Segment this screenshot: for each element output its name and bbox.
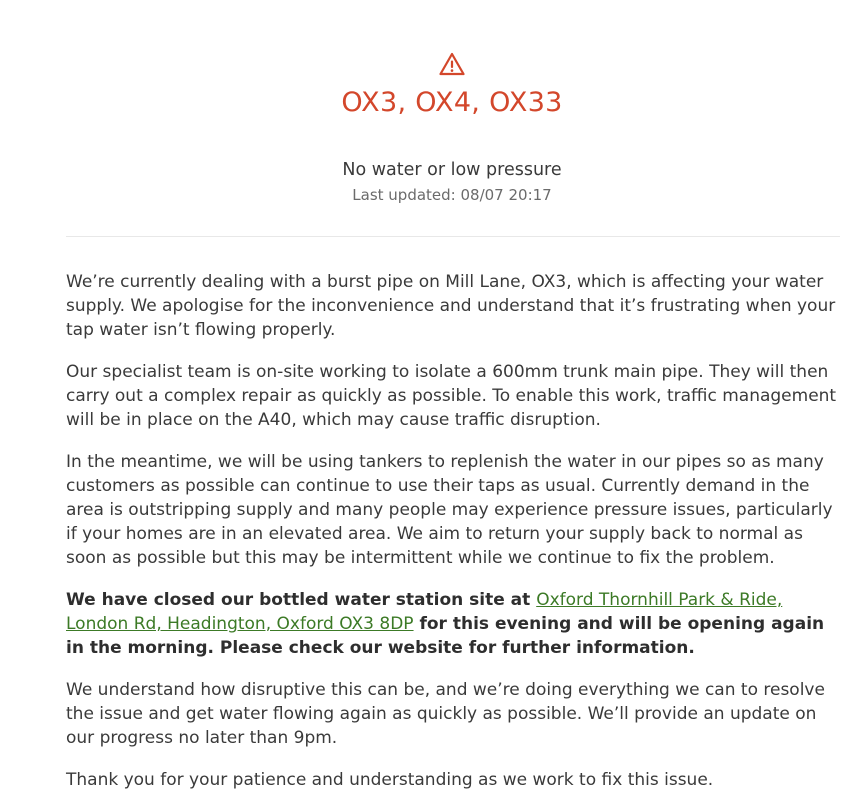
paragraph-burst-pipe: We’re currently dealing with a burst pipe on Mill Lane, OX3, which is affecting your water supply. We apologise for the inconvenience and understand that it’s frustrating when your tap water isn’t flowing properly. [66,272,836,340]
paragraph-tankers: In the meantime, we will be using tankers to replenish the water in our pipes so as many customers as possible can continue to use their taps as usual. Currently demand in the area is outstripping supply and many people may experience pressure issues, particularly if your homes are in an elevated area. We aim to return your supply back to normal as soon as possible but this may be intermittent while we continue to fix the problem. [66,452,833,568]
issue-type: No water or low pressure [342,160,562,180]
bottled-water-suffix: for this evening and will be opening again in the morning. Please check our website for further information. [66,614,825,658]
divider [66,236,840,237]
paragraph-update: We understand how disruptive this can be, and we’re doing everything we can to resolve the issue and get water flowing again as quickly as possible. We’ll provide an update on our progress no later than 9pm. [66,680,825,748]
bottled-water-prefix: We have closed our bottled water station site at [66,590,531,610]
last-updated: Last updated: 08/07 20:17 [352,186,552,204]
warning-triangle-icon [439,52,465,76]
paragraph-repair: Our specialist team is on-site working to isolate a 600mm trunk main pipe. They will then carry out a complex repair as quickly as possible. To enable this work, traffic management will be in place on the A40, which may cause traffic disruption. [66,362,837,430]
affected-areas-title: OX3, OX4, OX33 [341,87,563,118]
incident-details [66,270,842,807]
paragraph-bottled-water [66,588,842,660]
bottled-water-site-link[interactable]: Oxford Thornhill Park & Ride, London Rd, Headington, Oxford OX3 8DP [66,590,783,634]
paragraph-thanks: Thank you for your patience and understanding as we work to fix this issue. [66,770,714,790]
